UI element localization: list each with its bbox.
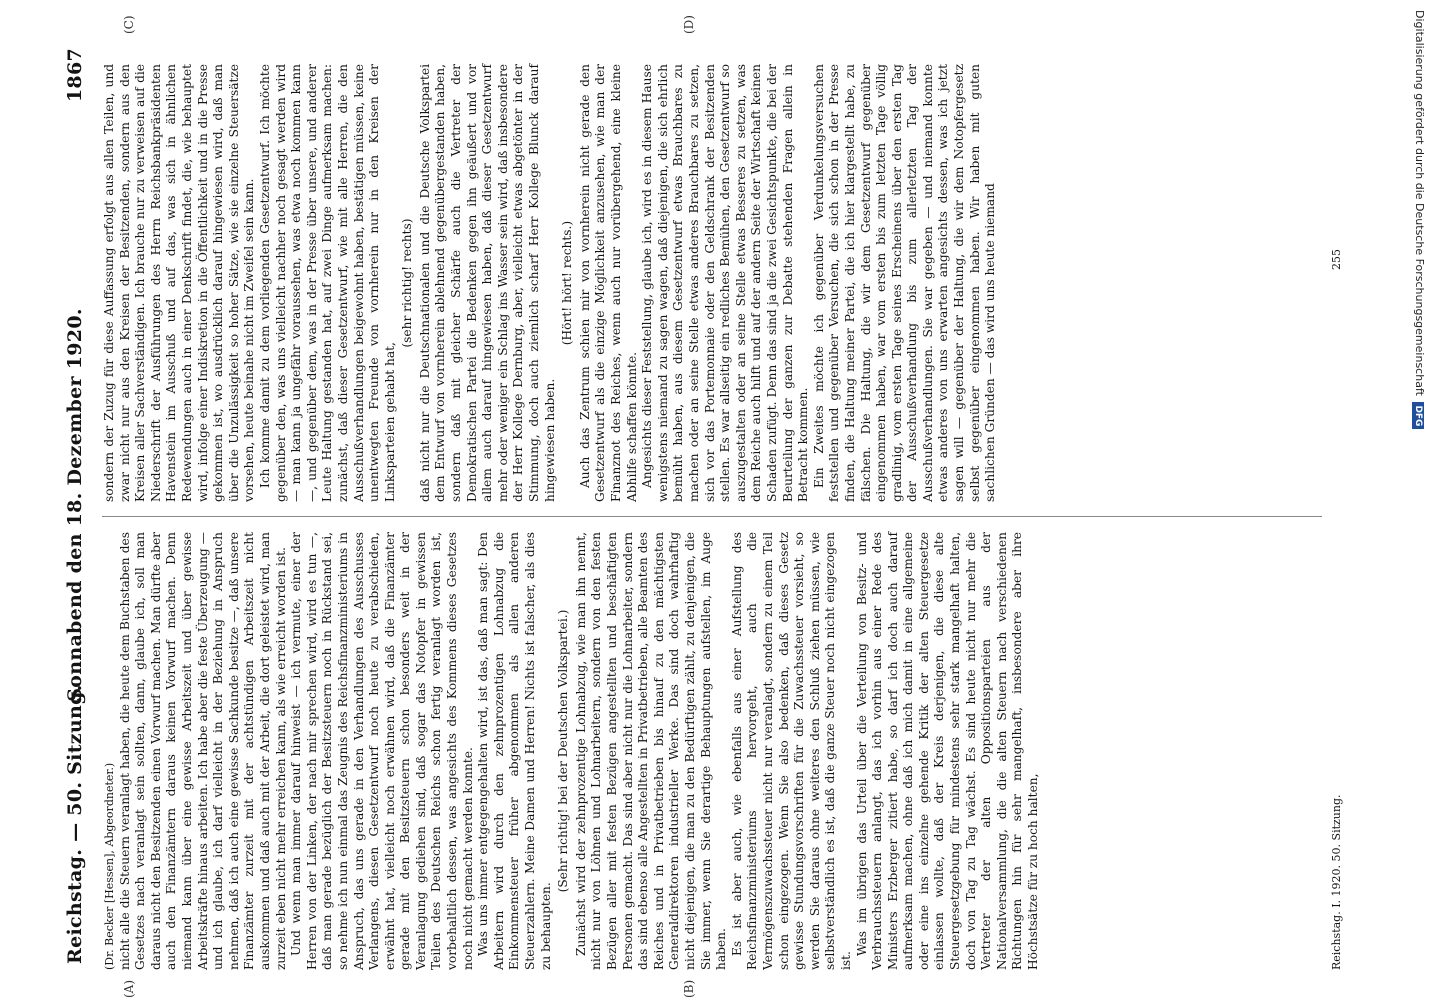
paragraph: Ein Zweites möchte ich gegenüber Verdunkelungsversuchen feststellen und gegenüber Versuchen, die sich schon in der Presse finden, die Haltung meiner Partei, die ich hier klargestellt habe, zu fälschen. Die Haltung, die wir dem Gesetzentwurf gegenüber eingenommen haben, war vom ersten bis zum letzten Tage völlig gradlinig, vom ersten Tage seines Erscheinens über den ersten Tag der Ausschußverhandlung bis zum allerletzten Tag der Ausschußverhandlungen. Sie war gegeben — und niemand konnte etwas anderes von uns erwarten angesichts dessen, was ich jetzt sagen will — gegenüber der Haltung, die wir dem Notopfergesetz selbst gegenüber eingenommen haben. Wir haben mit guten sachlichen Gründen — das wird uns heute niemand [811, 64, 998, 502]
header-left: Reichstag. — 50. Sitzung. [64, 684, 86, 964]
paragraph: Und wenn man immer darauf hinweist — ich vermute, einer der Herren von der Linken, der nach mir sprechen wird, wird es tun —, daß man gerade bezüglich der Besitzsteuern noch in Rückstand sei, so nehme ich nun einmal das Zeugnis des Reichsfinanzministeriums in Anspruch, das uns gerade in den Verhandlungen des Ausschusses Verlangens, diesen Gesetzentwurf noch heute zu verabschieden, erwähnt hat, vielleicht noch erwähnen wird, daß die Finanzämter gerade mit den Besitzsteuern schon besonders weit in der Veranlagung gediehen sind, daß sogar das Notopfer in gewissen Teilen des Deutschen Reichs schon fertig veranlagt worden ist, vorbehaltlich dessen, was angesichts des Kommens dieses Gesetzes noch nicht gemacht werden konnte. [289, 532, 475, 970]
paragraph: Auch das Zentrum schien mir von vornherein nicht gerade den Gesetzentwurf als die einzige Möglichkeit anzusehen, wie man der Finanznot des Reiches, wenn auch nur vorübergehend, eine kleine Abhilfe schaffen könnte. [577, 64, 639, 502]
column-divider [102, 516, 1322, 517]
right-column [102, 64, 999, 502]
paragraph: sondern der Zuzug für diese Auffassung erfolgt aus allen Teilen, und zwar nicht nur aus den Kreisen der Besitzenden, sondern aus den Kreisen aller Sachverständigen. Ich brauche nur zu verweisen auf die Niederschrift der Ausführungen des Herrn Reichsbankpräsidenten Havenstein im Ausschuß und auf das, was sich in ähnlichen Redewendungen auch in einer Denkschrift findet, die, wie behauptet wird, infolge einer Indiskretion in die Öffentlichkeit und in die Presse gekommen ist, wo ausdrücklich darauf hingewiesen wird, daß man über die Unzulässigkeit so hoher Sätze, wie sie einzelne Steuersätze vorsehen, heute beinahe nicht im Zweifel sein kann. [102, 64, 257, 502]
dfg-logo: DFG [1412, 402, 1424, 429]
margin-letter-b: (B) [682, 979, 696, 998]
interjection: (sehr richtig! rechts) [400, 218, 415, 348]
interjection: (Sehr richtig! bei der Deutschen Volkspartei.) [556, 609, 571, 893]
header-date: Sonnabend den 18. Dezember 1920. [64, 308, 86, 702]
margin-letter-a: (A) [122, 979, 136, 998]
rotated-document-page [62, 15, 1352, 998]
paragraph: Angesichts dieser Feststellung, glaube ich, wird es in diesem Hause wenigstens niemand zu sagen wagen, daß diejenigen, die sich ehrlich bemüht haben, aus diesem Gesetzentwurf etwas Brauchbares zu machen oder an seine Stelle etwas anderes Brauchbares zu setzen, sich vor das Portemonnaie oder den Geldschrank der Besitzenden stellen. Es war allseitig ein redliches Bemühen, den Gesetzentwurf so auszugestalten oder an seine Stelle etwas Besseres zu setzen, was dem Reiche auch hilft und auf der andern Seite der Wirtschaft keinen Schaden zufügt. Denn das sind ja die zwei Gesichtspunkte, die bei der Beurteilung der ganzen zur Debatte stehenden Fragen allein in Betracht kommen. [640, 64, 811, 502]
page-number: 1867 [64, 48, 86, 103]
interjection: (Hört! hört! rechts.) [560, 220, 575, 346]
paragraph: Zunächst wird der zehnprozentige Lohnabzug, wie man ihn nennt, nicht nur von Löhnen und Lohnarbeitern, sondern von den festen Bezügen aller mit festen Bezügen angestellten und beschäftigten Personen gemacht. Das sind aber nicht nur die Lohnarbeiter, sondern das sind ebenso alle Angestellten in Privatbetrieben, alle Beamten des Reiches und in Privatbetrieben bis hinauf zu den mächtigsten Generaldirektoren industrieller Werke. Das sind doch wahrhaftig nicht diejenigen, die man zu den Bedürftigen zählt, zu denjenigen, die Sie immer, wenn Sie derartige Behauptungen aufstellen, im Auge haben. [573, 532, 729, 970]
speaker-tag: (Dr. Becker [Hessen], Abgeordneter.) [103, 762, 116, 970]
left-column [102, 532, 1042, 970]
paragraph: Es ist aber auch, wie ebenfalls aus einer Aufstellung des Reichsfinanzministeriums hervorgeht, auch die Vermögenszuwachssteuer nicht nur veranlagt, sondern zu einem Teil schon eingezogen. Wenn Sie also bedenken, daß dieses Gesetz gewisse Stundungsvorschriften für die Zuwachssteuer vorsieht, so werden Sie daraus ohne weiteres den Schluß ziehen müssen, wie selbstverständlich es ist, daß die ganze Steuer noch nicht eingezogen ist. [729, 532, 853, 970]
margin-letter-d: (D) [682, 15, 696, 34]
footer-left: Reichstag. I. 1920. 50. Sitzung. [1330, 794, 1343, 970]
footer-signature: 255 [1330, 249, 1343, 270]
credit-line [1412, 10, 1426, 429]
credit-text: Digitalisierung gefördert durch die Deutsche Forschungsgemeinschaft [1413, 10, 1426, 396]
paragraph: Was uns immer entgegengehalten wird, ist das, daß man sagt: Den Arbeitern wird durch den zehnprozentigen Lohnabzug die Einkommensteuer früher abgenommen als allen anderen Steuerzahlern. Meine Damen und Herren! Nichts ist falscher, als dies zu behaupten. [476, 532, 553, 970]
paragraph: Was im übrigen das Urteil über die Verteilung von Besitz- und Verbrauchssteuern anlangt, das ich vorhin aus einer Rede des Ministers Erzberger zitiert habe, so darf ich doch auch darauf aufmerksam machen, ohne daß ich mich damit in eine allgemeine oder eine ins einzelne gehende Kritik der alten Steuergesetze einlassen wollte, daß der Kreis derjenigen, die diese alte Steuergesetzgebung für mindestens sehr stark mangelhaft halten, doch von Tag zu Tag wächst. Es sind heute nicht nur mehr die Vertreter der alten Oppositionsparteien aus der Nationalversammlung, die die alten Steuern nach verschiedenen Richtungen hin für sehr mangelhaft, insbesondere aber ihre Höchstsätze für zu hoch halten, [854, 532, 1041, 970]
running-head [62, 40, 92, 970]
margin-letter-c: (C) [122, 15, 136, 34]
paragraph: daß nicht nur die Deutschnationalen und die Deutsche Volkspartei dem Entwurf von vornherein ablehnend gegenübergestanden haben, sondern daß mit gleicher Schärfe auch die Vertreter der Demokratischen Partei die Bedenken gegen ihn geäußert und vor allem auch darauf hingewiesen haben, daß dieser Gesetzentwurf mehr oder weniger ein Schlag ins Wasser sein wird, daß insbesondere der Herr Kollege Dernburg, aber, vielleicht etwas abgetönter in der Stimmung, doch auch ziemlich scharf Herr Kollege Blunck darauf hingewiesen haben. [417, 64, 557, 502]
digitization-credit [1412, 10, 1432, 990]
paragraph: Ich komme damit zu dem vorliegenden Gesetzentwurf. Ich möchte gegenüber den, was uns vielleicht nachher noch gesagt werden wird — man kann ja ungefähr voraussehen, was etwa noch kommen kann —, und gegenüber dem, was in der Presse über unsere, und anderer Leute Haltung gestanden hat, auf zwei Dinge aufmerksam machen: zunächst, daß dieser Gesetzentwurf, wie mit alle Herren, die den Ausschußverhandlungen beigewohnt haben, bestätigen müssen, keine unentwegten Freunde von vornherein nur in den Kreisen der Linksparteien gehabt hat, [257, 64, 397, 502]
paragraph: nicht alle die Steuern veranlagt haben, die heute dem Buchstaben des Gesetzes nach veranlagt sein sollten, dann, glaube ich, soll man daraus nicht den Besitzenden einen Vorwurf machen. Man dürfte aber auch den Finanzämtern daraus keinen Vorwurf machen. Denn niemand kann über eine gewisse Arbeitszeit und über gewisse Arbeitskräfte hinaus arbeiten. Ich habe aber die feste Überzeugung — und ich glaube, ich darf vielleicht in der Beziehung in Anspruch nehmen, daß ich auch eine gewisse Sachkunde besitze —, daß unsere Finanzämter zurzeit mit der achtstündigen Arbeitszeit nicht auskommen und daß auch mit der Arbeit, die dort geleistet wird, man zurzeit eben nicht mehr erreichen kann, als wie erreicht worden ist. [117, 532, 288, 970]
